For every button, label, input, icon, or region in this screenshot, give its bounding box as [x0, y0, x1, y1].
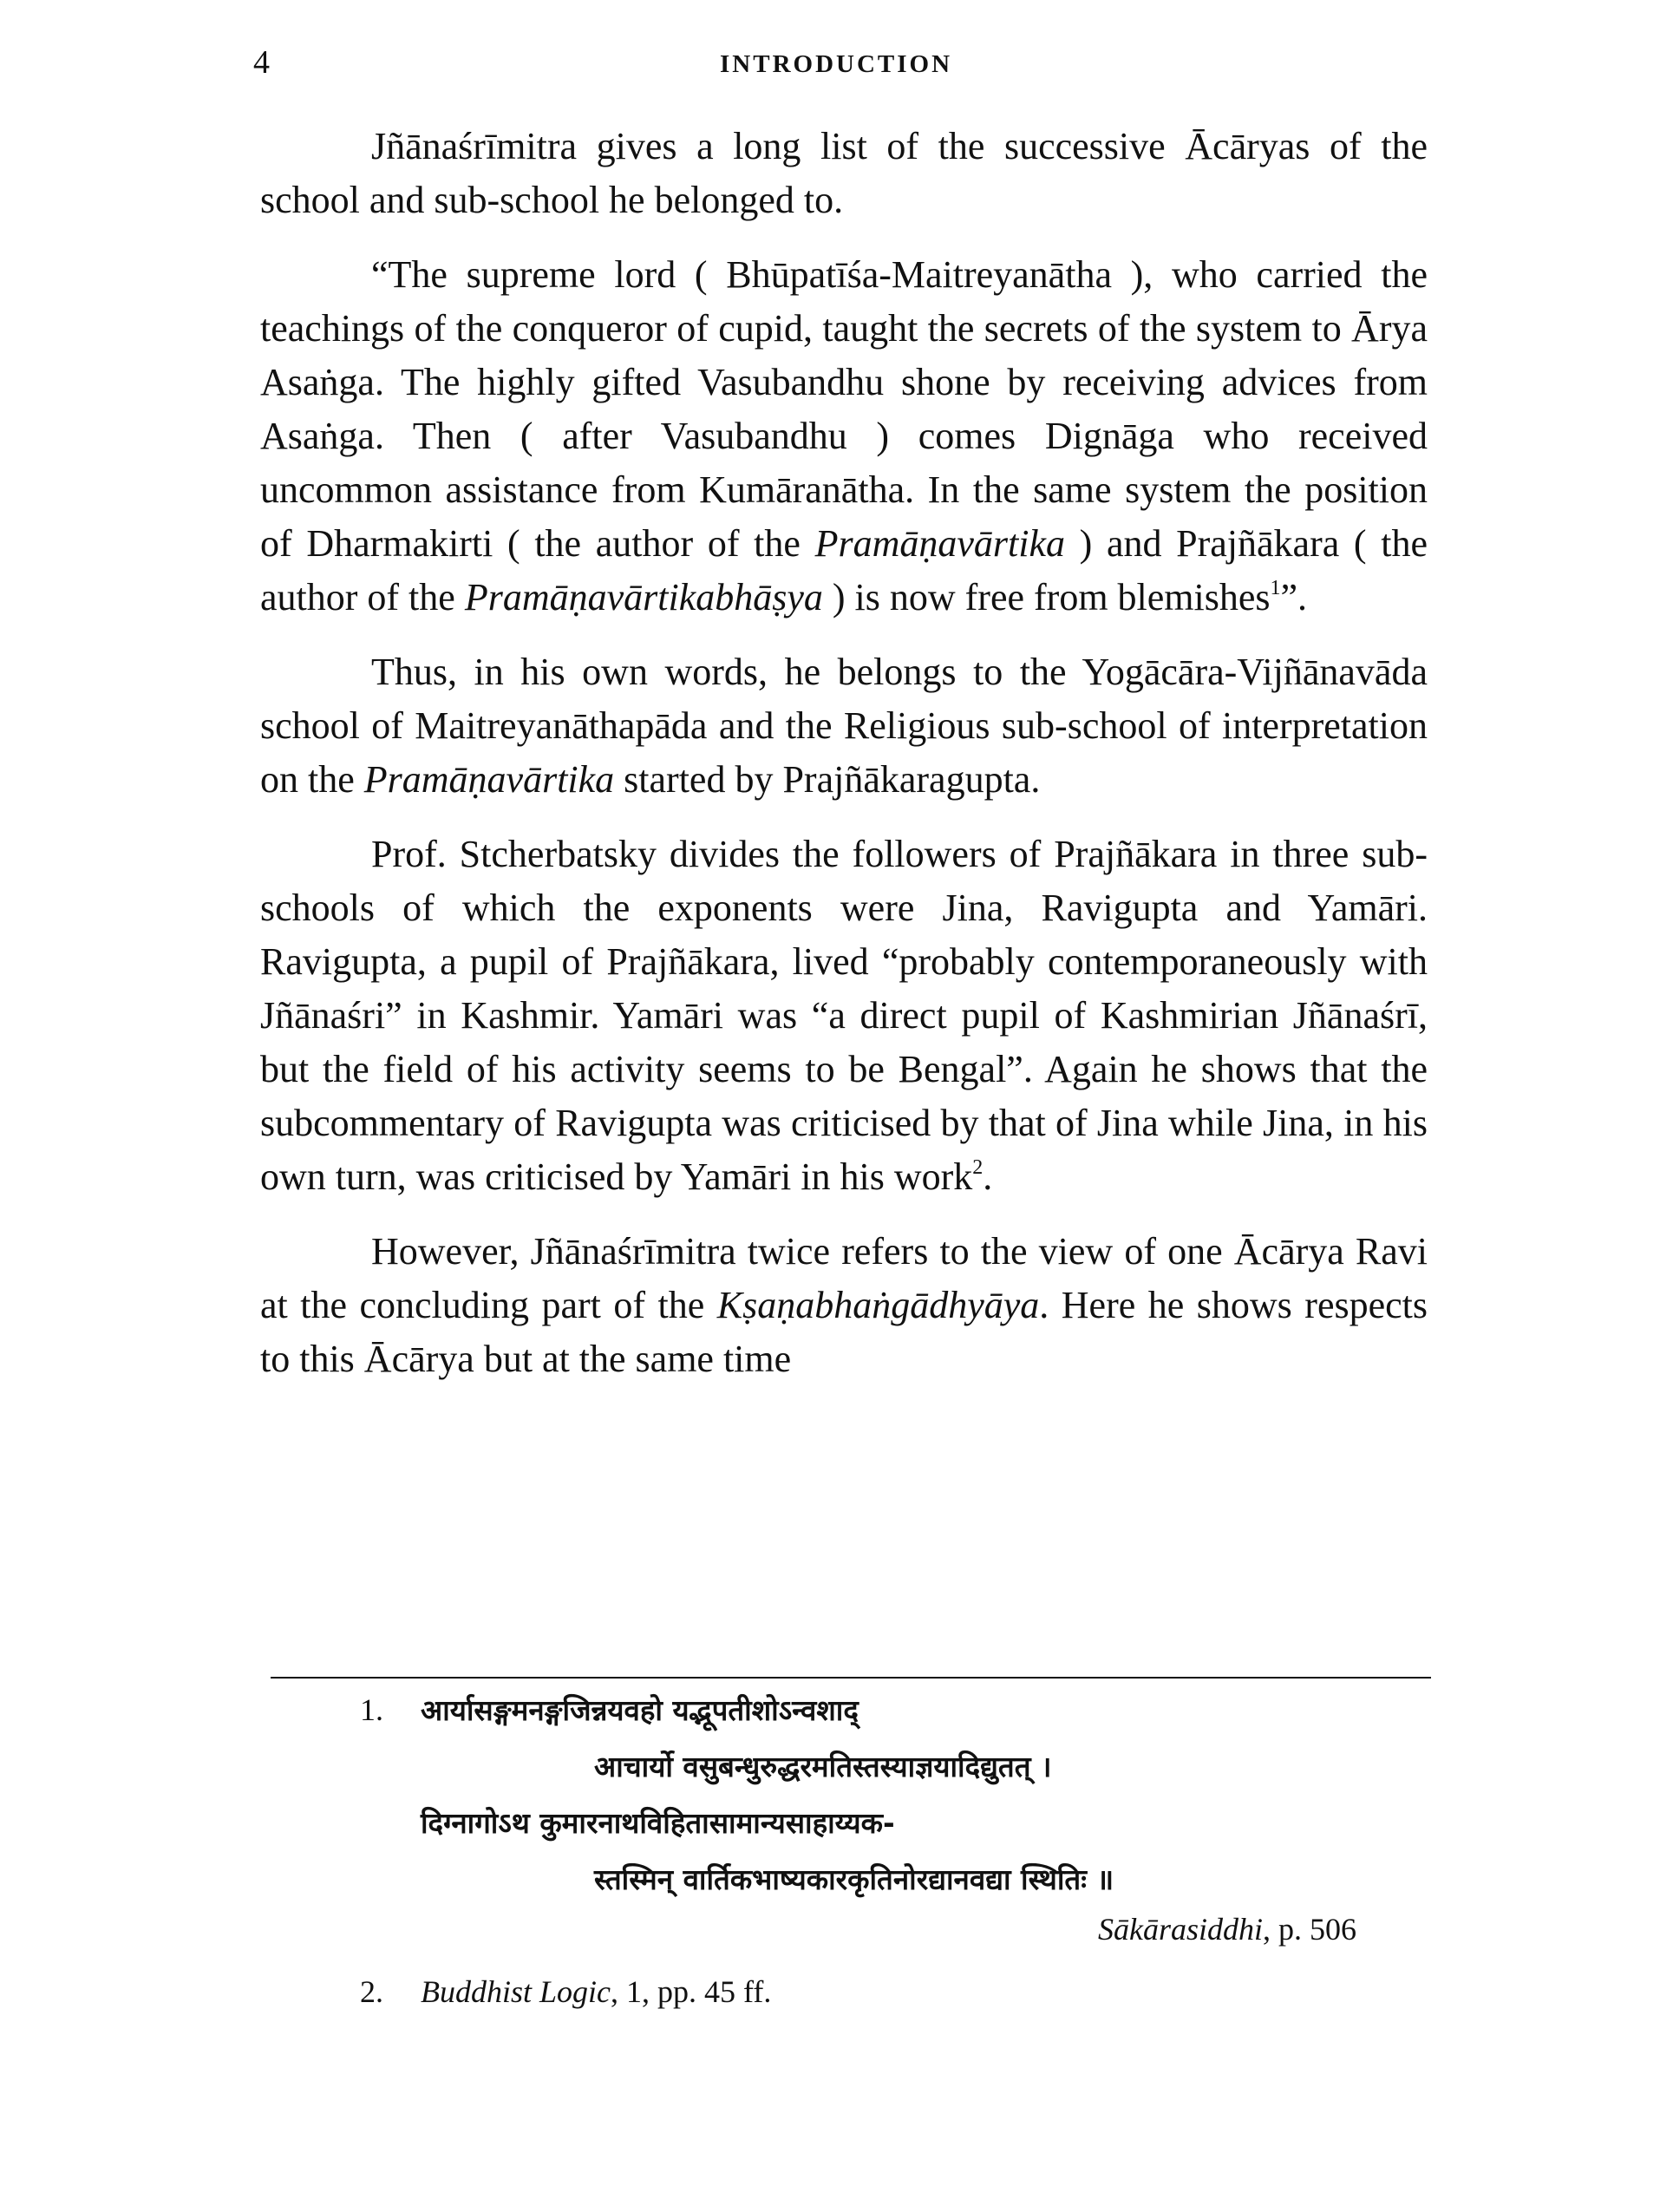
- footnote-ref-2: 2: [972, 1156, 984, 1179]
- p2-title-pramanavartika: Pramāṇavārtika: [814, 522, 1065, 565]
- footnote-divider: [271, 1677, 1431, 1679]
- body-text: [260, 120, 1428, 1386]
- p5-title-ksanabhangadhyaya: Kṣaṇabhaṅgādhyāya: [716, 1284, 1040, 1326]
- footnote-1-verse-line-1: आर्यासङ्गमनङ्गजिन्नयवहो यद्भूपतीशोऽन्वशाद्: [421, 1693, 859, 1727]
- footnote-1-verse-line-2: आचार्यो वसुबन्धुरुद्धरमतिस्तस्याज्ञयादिद्युतत् ।: [594, 1750, 1052, 1783]
- paragraph-3: [260, 645, 1428, 807]
- footnote-1-source-title: Sākārasiddhi: [1097, 1912, 1263, 1947]
- footnote-ref-1: 1: [1270, 577, 1281, 599]
- footnote-1-source-page: , p. 506: [1263, 1912, 1356, 1947]
- p3-text-a: Thus, in his own words, he belongs to the Yogācāra-Vijñānavāda school of Maitreyanāthapāda and the Religious sub-school of interpretation on the: [260, 651, 1428, 801]
- paragraph-4: [260, 828, 1428, 1204]
- footnote-2-title: Buddhist Logic: [421, 1974, 611, 2009]
- footnote-1-number: 1.: [360, 1692, 383, 1727]
- footnote-1-line-1: [360, 1690, 859, 1729]
- page-number: 4: [253, 44, 270, 81]
- p4-text-a: Prof. Stcherbatsky divides the followers of Prajñākara in three sub-schools of which the exponents were Jina, Ravigupta and Yamāri. Ravigupta, a pupil of Prajñākara, lived “probably contemporaneously with Jñānaśri” in Kashmir. Yamāri was “a direct pupil of Kashmirian Jñānaśrī, but the field of his activity seems to be Bengal”. Again he shows that the subcommentary of Ravigupta was criticised by that of Jina while Jina, in his own turn, was criticised by Yamāri in his work: [260, 833, 1428, 1198]
- p5-text-b: . Here he shows respects to this Ācārya but at the same time: [260, 1284, 1428, 1380]
- footnote-2-number: 2.: [360, 1974, 383, 2009]
- footnote-1-verse-line-4: स्तस्मिन् वार्तिकभाष्यकारकृतिनोरद्यानवद्या स्थितिः ॥: [594, 1862, 1114, 1896]
- paragraph-1: Jñānaśrīmitra gives a long list of the successive Ācāryas of the school and sub-school he belonged to.: [260, 125, 1428, 221]
- running-title: INTRODUCTION: [720, 50, 953, 78]
- p3-title-pramanavartika: Pramāṇavārtika: [363, 758, 615, 801]
- p2-text-a: “The supreme lord ( Bhūpatīśa-Maitreyanātha ), who carried the teachings of the conqueror of cupid, taught the secrets of the system to Ārya Asaṅga. The highly gifted Vasubandhu shone by receiving advices from Asaṅga. Then ( after Vasubandhu ) comes Dignāga who received uncommon assistance from Kumāranātha. In the same system the position of Dharmakirti ( the author of the: [260, 253, 1428, 565]
- p2-text-b: ) and Prajñākara ( the author of the: [260, 522, 1428, 618]
- p5-text-a: However, Jñānaśrīmitra twice refers to the view of one Ācārya Ravi at the concluding part of the: [260, 1230, 1428, 1326]
- paragraph-2: [260, 248, 1428, 625]
- footnote-2: [360, 1973, 771, 2010]
- p2-text-d: ”.: [1280, 576, 1308, 618]
- p3-text-b: started by Prajñākaragupta.: [614, 758, 1041, 801]
- p2-text-c: ) is now free from blemishes: [822, 576, 1271, 618]
- paragraph-5: [260, 1225, 1428, 1386]
- footnote-1-verse-line-3: दिग्नागोऽथ कुमारनाथविहितासामान्यसाहाय्यक-: [421, 1806, 895, 1840]
- p4-text-b: .: [983, 1155, 993, 1198]
- p2-title-pramanavartikabhasya: Pramāṇavārtikabhāṣya: [464, 576, 823, 618]
- footnote-1-source: [1098, 1911, 1356, 1947]
- footnote-2-rest: , 1, pp. 45 ff.: [611, 1974, 772, 2009]
